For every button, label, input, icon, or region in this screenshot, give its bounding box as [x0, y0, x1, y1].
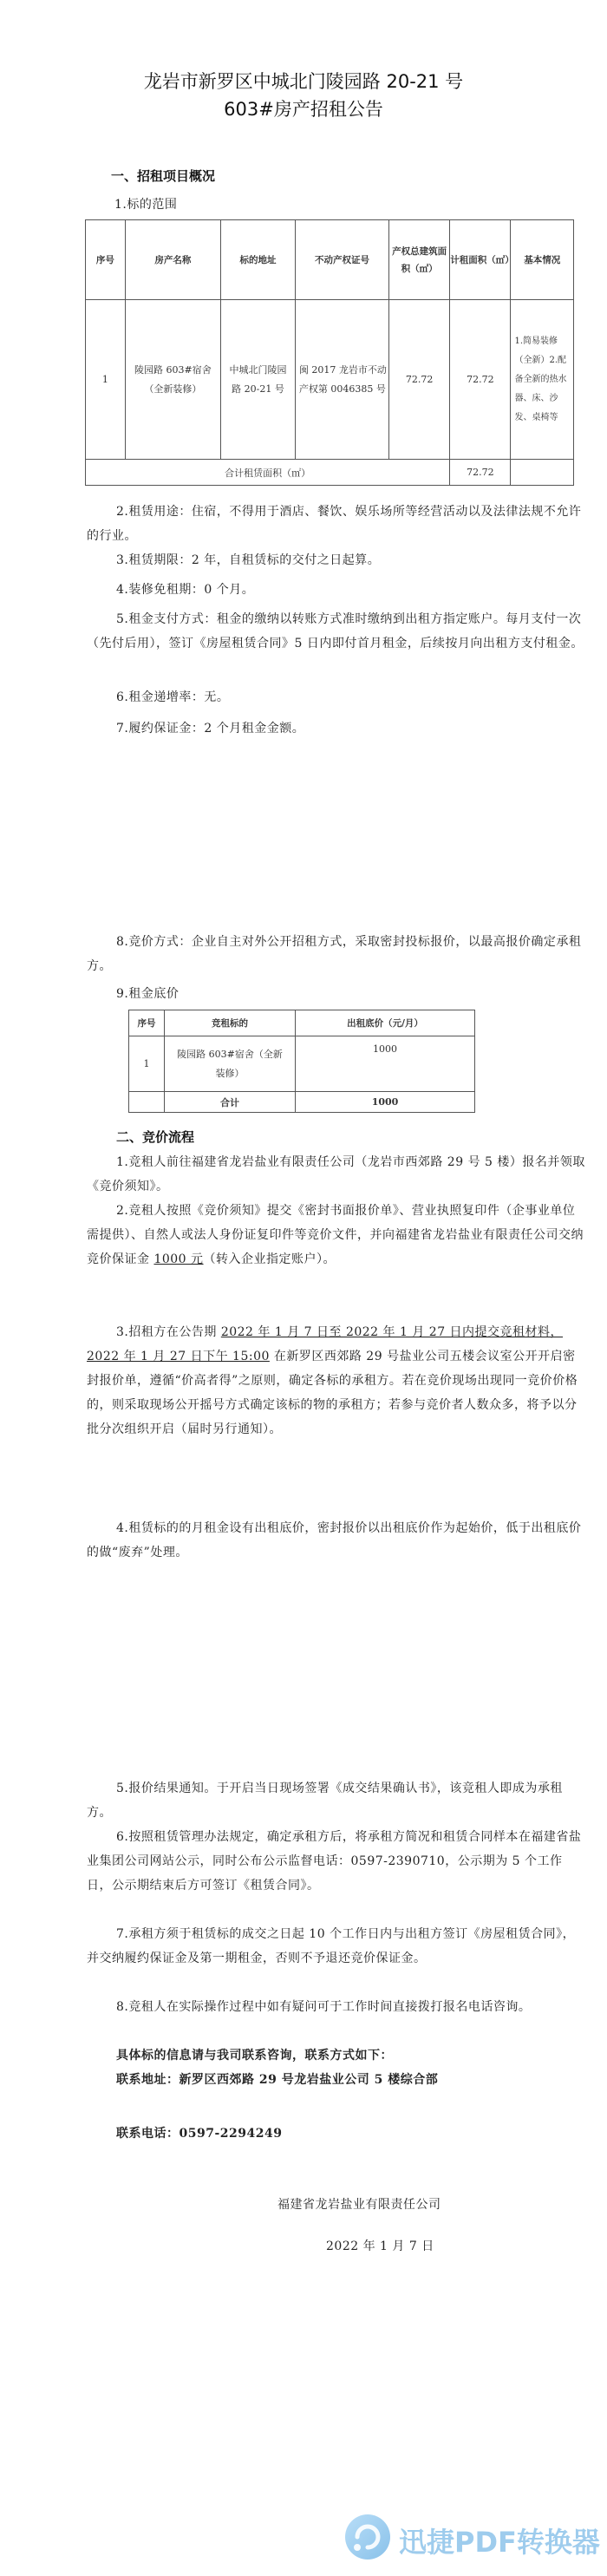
- th-addr: 标的地址: [221, 220, 296, 300]
- item-2-usage: 2.租赁用途：住宿，不得用于酒店、餐饮、娱乐场所等经营活动以及法律法规不允许的行业。: [87, 505, 582, 543]
- t2-total-blank: [129, 1092, 165, 1113]
- watermark-text: 迅捷PDF转换器: [399, 2526, 600, 2559]
- step-3-text-b: 在新罗区西郊路 29 号盐业公司五楼会议室公开开启密封报价单，遵循“价高者得”之原则，确定各标的承租方。若在竞价现场出现同一竞价价格的，则采取现场公开摇号方式确定该标的物的承租方；若参与竞价者人数众多，将予以分批分次组织开启（届时另行通知）。: [87, 1350, 578, 1436]
- cell-rent-area: 72.72: [450, 300, 511, 460]
- cell-cert: 闽 2017 龙岩市不动产权第 0046385 号: [295, 300, 388, 460]
- total-blank: [511, 460, 574, 486]
- total-label: 合计租赁面积（㎡）: [86, 460, 450, 486]
- section-heading-2: 二、竞价流程: [116, 1129, 195, 1145]
- step-2-text-a: 2.竞租人按照《竞价须知》提交《密封书面报价单》、营业执照复印件（企事业单位需提供）、自然人或法人身份证复印件等竞价文件，并向福建省龙岩盐业有限责任公司交纳竞价保证金: [87, 1204, 584, 1266]
- contact-address: 联系地址：新罗区西郊路 29 号龙岩盐业公司 5 楼综合部: [116, 2073, 439, 2087]
- item-6-increase: 6.租金递增率：无。: [116, 690, 230, 704]
- subheading-floor-price: 9.租金底价: [116, 987, 179, 1001]
- item-4-free-period: 4.装修免租期：0 个月。: [116, 583, 255, 597]
- cell-addr: 中城北门陵园路 20-21 号: [221, 300, 296, 460]
- t2-cell-price: 1000: [296, 1036, 475, 1092]
- t2-th-name: 竞租标的: [165, 1010, 296, 1036]
- step-2-deposit-amount: 1000 元: [153, 1252, 204, 1266]
- cell-no: 1: [86, 300, 126, 460]
- step-1-register: 1.竞租人前往福建省龙岩盐业有限责任公司（龙岩市西郊路 29 号 5 楼）报名并领取《竞价须知》。: [87, 1155, 585, 1193]
- step-3-dates: 2022 年 1 月 7 日至 2022 年 1 月 27 日内提交竞租材料，2022 年 1 月 27 日下午 15:00: [87, 1325, 564, 1363]
- th-basic: 基本情况: [511, 220, 574, 300]
- item-5-payment: 5.租金支付方式：租金的缴纳以转账方式准时缴纳到出租方指定账户。每月支付一次（先付后用），签订《房屋租赁合同》5 日内即付首月租金，后续按月向出租方支付租金。: [87, 612, 584, 651]
- cell-area: 72.72: [389, 300, 450, 460]
- step-2-text-b: （转入企业指定账户）。: [203, 1252, 336, 1266]
- t2-th-price: 出租底价（元/月）: [296, 1010, 475, 1036]
- th-cert: 不动产权证号: [295, 220, 388, 300]
- scope-table: [85, 219, 574, 486]
- sign-date: 2022 年 1 月 7 日: [326, 2239, 434, 2253]
- t2-cell-no: 1: [129, 1036, 165, 1092]
- sign-company: 福建省龙岩盐业有限责任公司: [277, 2198, 441, 2212]
- item-8-bidding: 8.竞价方式：企业自主对外公开招租方式，采取密封投标报价，以最高报价确定承租方。: [87, 935, 582, 973]
- step-6-publicity: 6.按照租赁管理办法规定，确定承租方后，将承租方简况和租赁合同样本在福建省盐业集团公司网站公示，同时公布公示监督电话：0597-2390710，公示期为 5 个工作日，公示期结束后方可签订《租赁合同》。: [87, 1830, 582, 1893]
- th-rent-area: 计租面积（㎡）: [450, 220, 511, 300]
- step-2-documents: [87, 1199, 585, 1272]
- subheading-scope: 1.标的范围: [114, 198, 178, 212]
- step-7-contract: 7.承租方须于租赁标的成交之日起 10 个工作日内与出租方签订《房屋租赁合同》，并交纳履约保证金及第一期租金，否则不予退还竞价保证金。: [87, 1927, 576, 1965]
- th-no: 序号: [86, 220, 126, 300]
- watermark-icon: [345, 2514, 390, 2560]
- step-3-schedule: [87, 1320, 585, 1442]
- step-5-result: 5.报价结果通知。于开启当日现场签署《成交结果确认书》，该竞租人即成为承租方。: [87, 1782, 563, 1820]
- t2-th-no: 序号: [129, 1010, 165, 1036]
- section-heading-1: 一、招租项目概况: [111, 168, 216, 184]
- step-4-floor: 4.租赁标的的月租金设有出租底价，密封报价以出租底价作为起始价，低于出租底价的做“废弃”处理。: [87, 1521, 582, 1559]
- step-8-questions: 8.竞租人在实际操作过程中如有疑问可于工作时间直接拨打报名电话咨询。: [116, 2000, 532, 2014]
- cell-name: 陵园路 603#宿舍（全新装修）: [125, 300, 220, 460]
- contact-phone: 联系电话：0597-2294249: [116, 2127, 283, 2141]
- item-7-deposit: 7.履约保证金：2 个月租金金额。: [116, 722, 305, 736]
- contact-intro: 具体标的信息请与我司联系咨询，联系方式如下：: [116, 2049, 393, 2063]
- watermark: [338, 2507, 598, 2567]
- t2-cell-name: 陵园路 603#宿舍（全新装修）: [165, 1036, 296, 1092]
- th-area: 产权总建筑面积（㎡）: [389, 220, 450, 300]
- t2-total-value: 1000: [296, 1092, 475, 1113]
- floor-price-table: [128, 1010, 475, 1113]
- step-3-text-a: 3.招租方在公告期: [116, 1325, 221, 1339]
- title-line-2: 603#房产招租公告: [224, 99, 383, 120]
- total-value: 72.72: [450, 460, 511, 486]
- th-name: 房产名称: [125, 220, 220, 300]
- t2-total-label: 合计: [165, 1092, 296, 1113]
- cell-basic: 1.简易装修（全新）2.配备全新的热水器、床、沙发、桌椅等: [511, 300, 574, 460]
- title-line-1: 龙岩市新罗区中城北门陵园路 20-21 号: [143, 71, 464, 92]
- item-3-term: 3.租赁期限：2 年，自租赁标的交付之日起算。: [116, 553, 381, 567]
